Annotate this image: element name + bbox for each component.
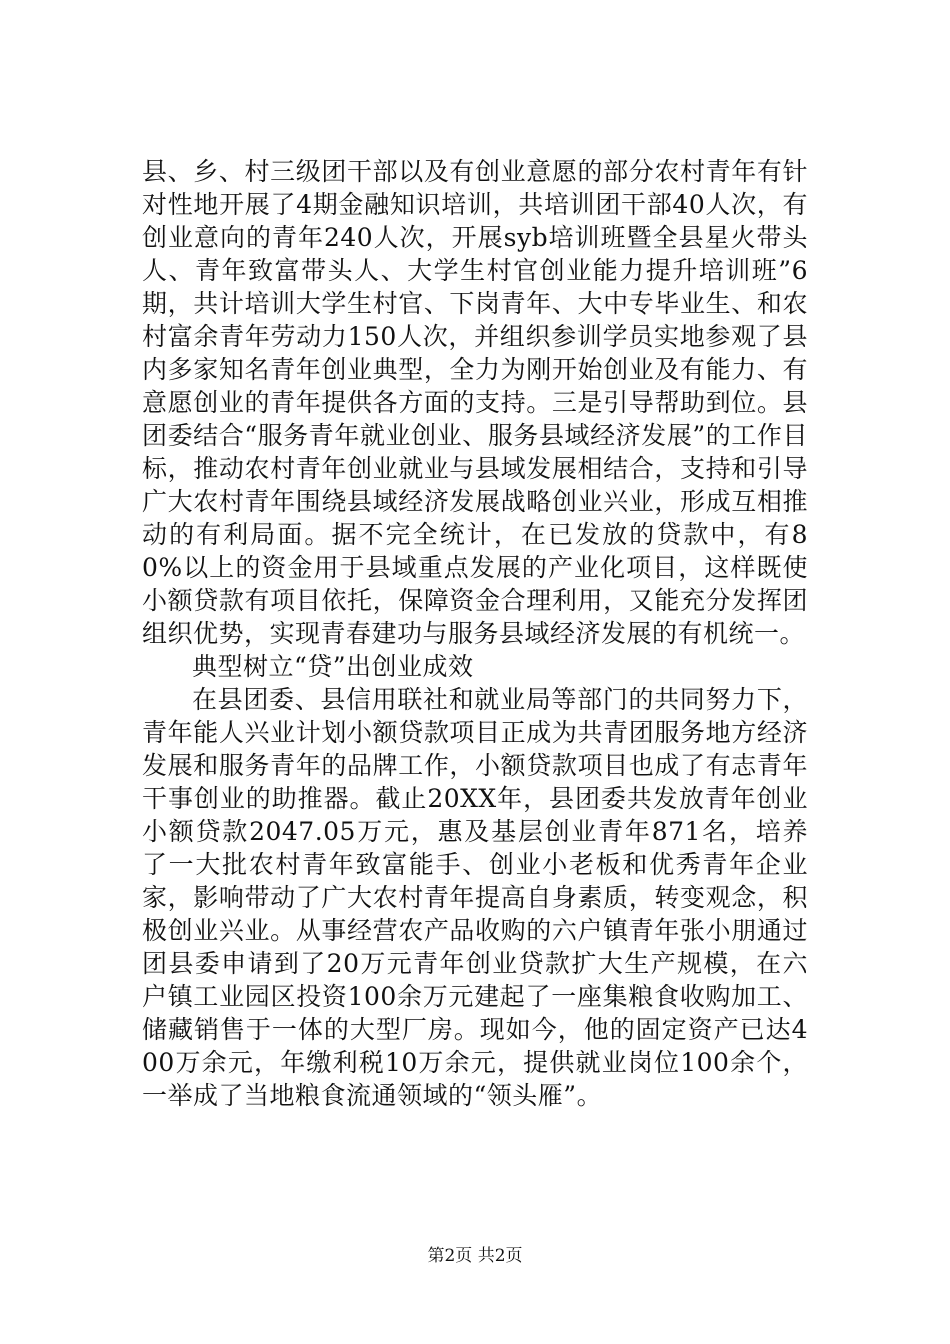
- page-number-footer: 第2页 共2页: [427, 1246, 523, 1266]
- body-paragraph-continued: 县、乡、村三级团干部以及有创业意愿的部分农村青年有针对性地开展了4期金融知识培训，共培训团干部40人次，有创业意向的青年240人次，开展syb培训班暨全县星火带头人、青年致富带头人、大学生村官创业能力提升培训班”6期，共计培训大学生村官、下岗青年、大中专毕业生、和农村富余青年劳动力150人次，并组织参训学员实地参观了县内多家知名青年创业典型，全力为刚开始创业及有能力、有意愿创业的青年提供各方面的支持。三是引导帮助到位。县团委结合“服务青年就业创业、服务县域经济发展”的工作目标，推动农村青年创业就业与县域发展相结合，支持和引导广大农村青年围绕县域经济发展战略创业兴业，形成互相推动的有利局面。据不完全统计，在已发放的贷款中，有80%以上的资金用于县域重点发展的产业化项目，这样既使小额贷款有项目依托，保障资金合理利用，又能充分发挥团组织优势，实现青春建功与服务县域经济发展的有机统一。: [142, 157, 808, 648]
- section-heading: 典型树立“贷”出创业成效: [192, 652, 474, 681]
- body-paragraph: 在县团委、县信用联社和就业局等部门的共同努力下，青年能人兴业计划小额贷款项目正成为共青团服务地方经济发展和服务青年的品牌工作，小额贷款项目也成了有志青年干事创业的助推器。截止20XX年，县团委共发放青年创业小额贷款2047.05万元，惠及基层创业青年871名，培养了一大批农村青年致富能手、创业小老板和优秀青年企业家，影响带动了广大农村青年提高自身素质，转变观念，积极创业兴业。从事经营农产品收购的六户镇青年张小朋通过团县委申请到了20万元青年创业贷款扩大生产规模，在六户镇工业园区投资100余万元建起了一座集粮食收购加工、储藏销售于一体的大型厂房。现如今，他的固定资产已达400万余元，年缴利税10万余元，提供就业岗位100余个，一举成了当地粮食流通领域的“领头雁”。: [142, 685, 808, 1110]
- document-body: [142, 155, 808, 1112]
